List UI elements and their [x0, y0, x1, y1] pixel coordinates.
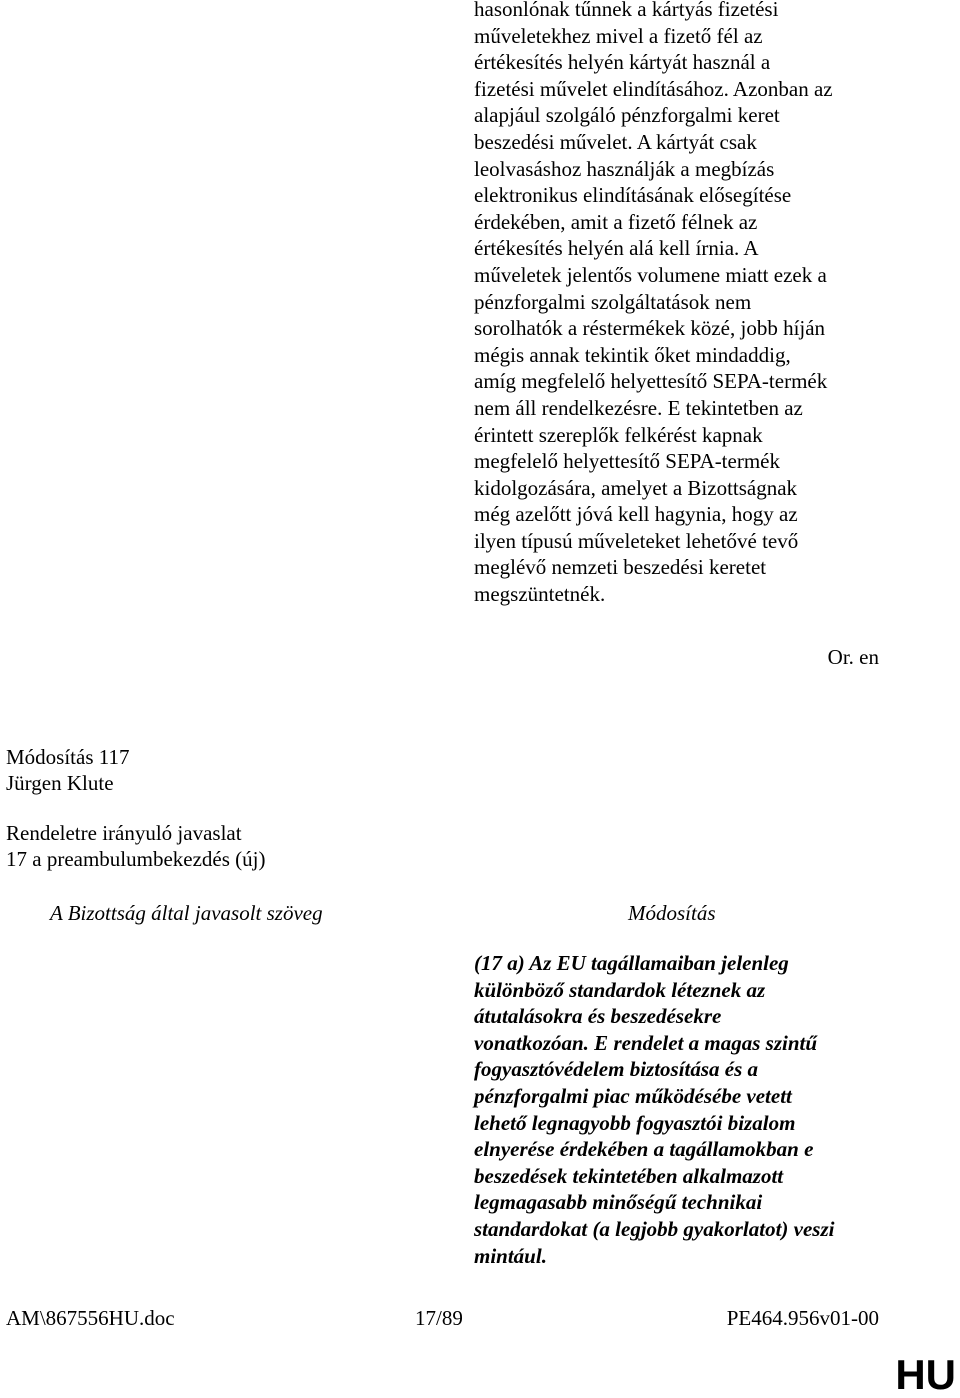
text-line: pénzforgalmi piac működésébe vetett — [474, 1083, 792, 1108]
text-line: hasonlónak tűnnek a kártyás fizetési — [474, 0, 779, 21]
text-line: legmagasabb minőségű technikai — [474, 1190, 763, 1215]
text-line: ilyen típusú műveleteket lehetővé tevő — [474, 528, 799, 553]
footer-reference: PE464.956v01-00 — [726, 1306, 879, 1330]
text-line: meglévő nemzeti beszedési keretet — [474, 555, 767, 580]
text-line: mintául. — [474, 1243, 547, 1268]
text-line: mégis annak tekintik őket mindaddig, — [474, 342, 791, 367]
amendment-text — [474, 950, 894, 1269]
text-line: érdekében, amit a fizető félnek az — [474, 209, 758, 234]
continued-justification-text — [474, 0, 894, 608]
recital-reference: 17 a preambulumbekezdés (új) — [6, 847, 266, 871]
text-line: alapjául szolgáló pénzforgalmi keret — [474, 103, 780, 128]
text-line: értékesítés helyén kártyát használ a — [474, 50, 771, 75]
proposal-kind: Rendeletre irányuló javaslat — [6, 821, 242, 845]
text-line: fogyasztóvédelem biztosítása és a — [474, 1057, 759, 1082]
text-line: (17 a) Az EU tagállamaiban jelenleg — [474, 951, 789, 975]
text-line: még azelőtt jóvá kell hagynia, hogy az — [474, 502, 798, 527]
footer-page-number: 17/89 — [415, 1306, 463, 1330]
text-line: sorolhatók a réstermékek közé, jobb híján — [474, 316, 826, 341]
language-badge: HU — [895, 1351, 956, 1398]
amendment-author: Jürgen Klute — [6, 771, 114, 795]
text-line: kidolgozására, amelyet a Bizottságnak — [474, 475, 798, 500]
text-line: lehető legnagyobb fogyasztói bizalom — [474, 1110, 796, 1135]
text-line: amíg megfelelő helyettesítő SEPA-termék — [474, 369, 828, 394]
text-line: megszüntetnék. — [474, 582, 606, 607]
text-line: átutalásokra és beszedésekre — [474, 1004, 722, 1029]
text-line: elnyerése érdekében a tagállamokban e — [474, 1137, 814, 1162]
text-line: nem áll rendelkezésre. E tekintetben az — [474, 395, 803, 420]
amendment-number: Módosítás 117 — [6, 745, 130, 769]
text-line: standardokat (a legjobb gyakorlatot) veszi — [474, 1216, 835, 1241]
text-line: elektronikus elindításának elősegítése — [474, 183, 792, 208]
text-line: fizetési művelet elindításához. Azonban az — [474, 76, 833, 101]
text-line: beszedési művelet. A kártyát csak — [474, 129, 757, 154]
text-line: érintett szereplők felkérést kapnak — [474, 422, 763, 447]
original-language-label: Or. en — [827, 645, 879, 669]
amendment-heading: Módosítás — [628, 901, 716, 925]
footer-document-id: AM\867556HU.doc — [6, 1306, 175, 1330]
text-line: különböző standardok léteznek az — [474, 977, 766, 1002]
text-line: beszedések tekintetében alkalmazott — [474, 1163, 784, 1188]
text-line: értékesítés helyén alá kell írnia. A — [474, 236, 759, 261]
text-line: vonatkozóan. E rendelet a magas szintű — [474, 1030, 818, 1055]
text-line: műveletekhez mivel a fizető fél az — [474, 23, 763, 48]
text-line: megfelelő helyettesítő SEPA-termék — [474, 449, 780, 474]
text-line: műveletek jelentős volumene miatt ezek a — [474, 262, 827, 287]
text-line: pénzforgalmi szolgáltatások nem — [474, 289, 752, 314]
text-line: leolvasáshoz használják a megbízás — [474, 156, 775, 181]
commission-text-heading: A Bizottság által javasolt szöveg — [50, 901, 323, 925]
